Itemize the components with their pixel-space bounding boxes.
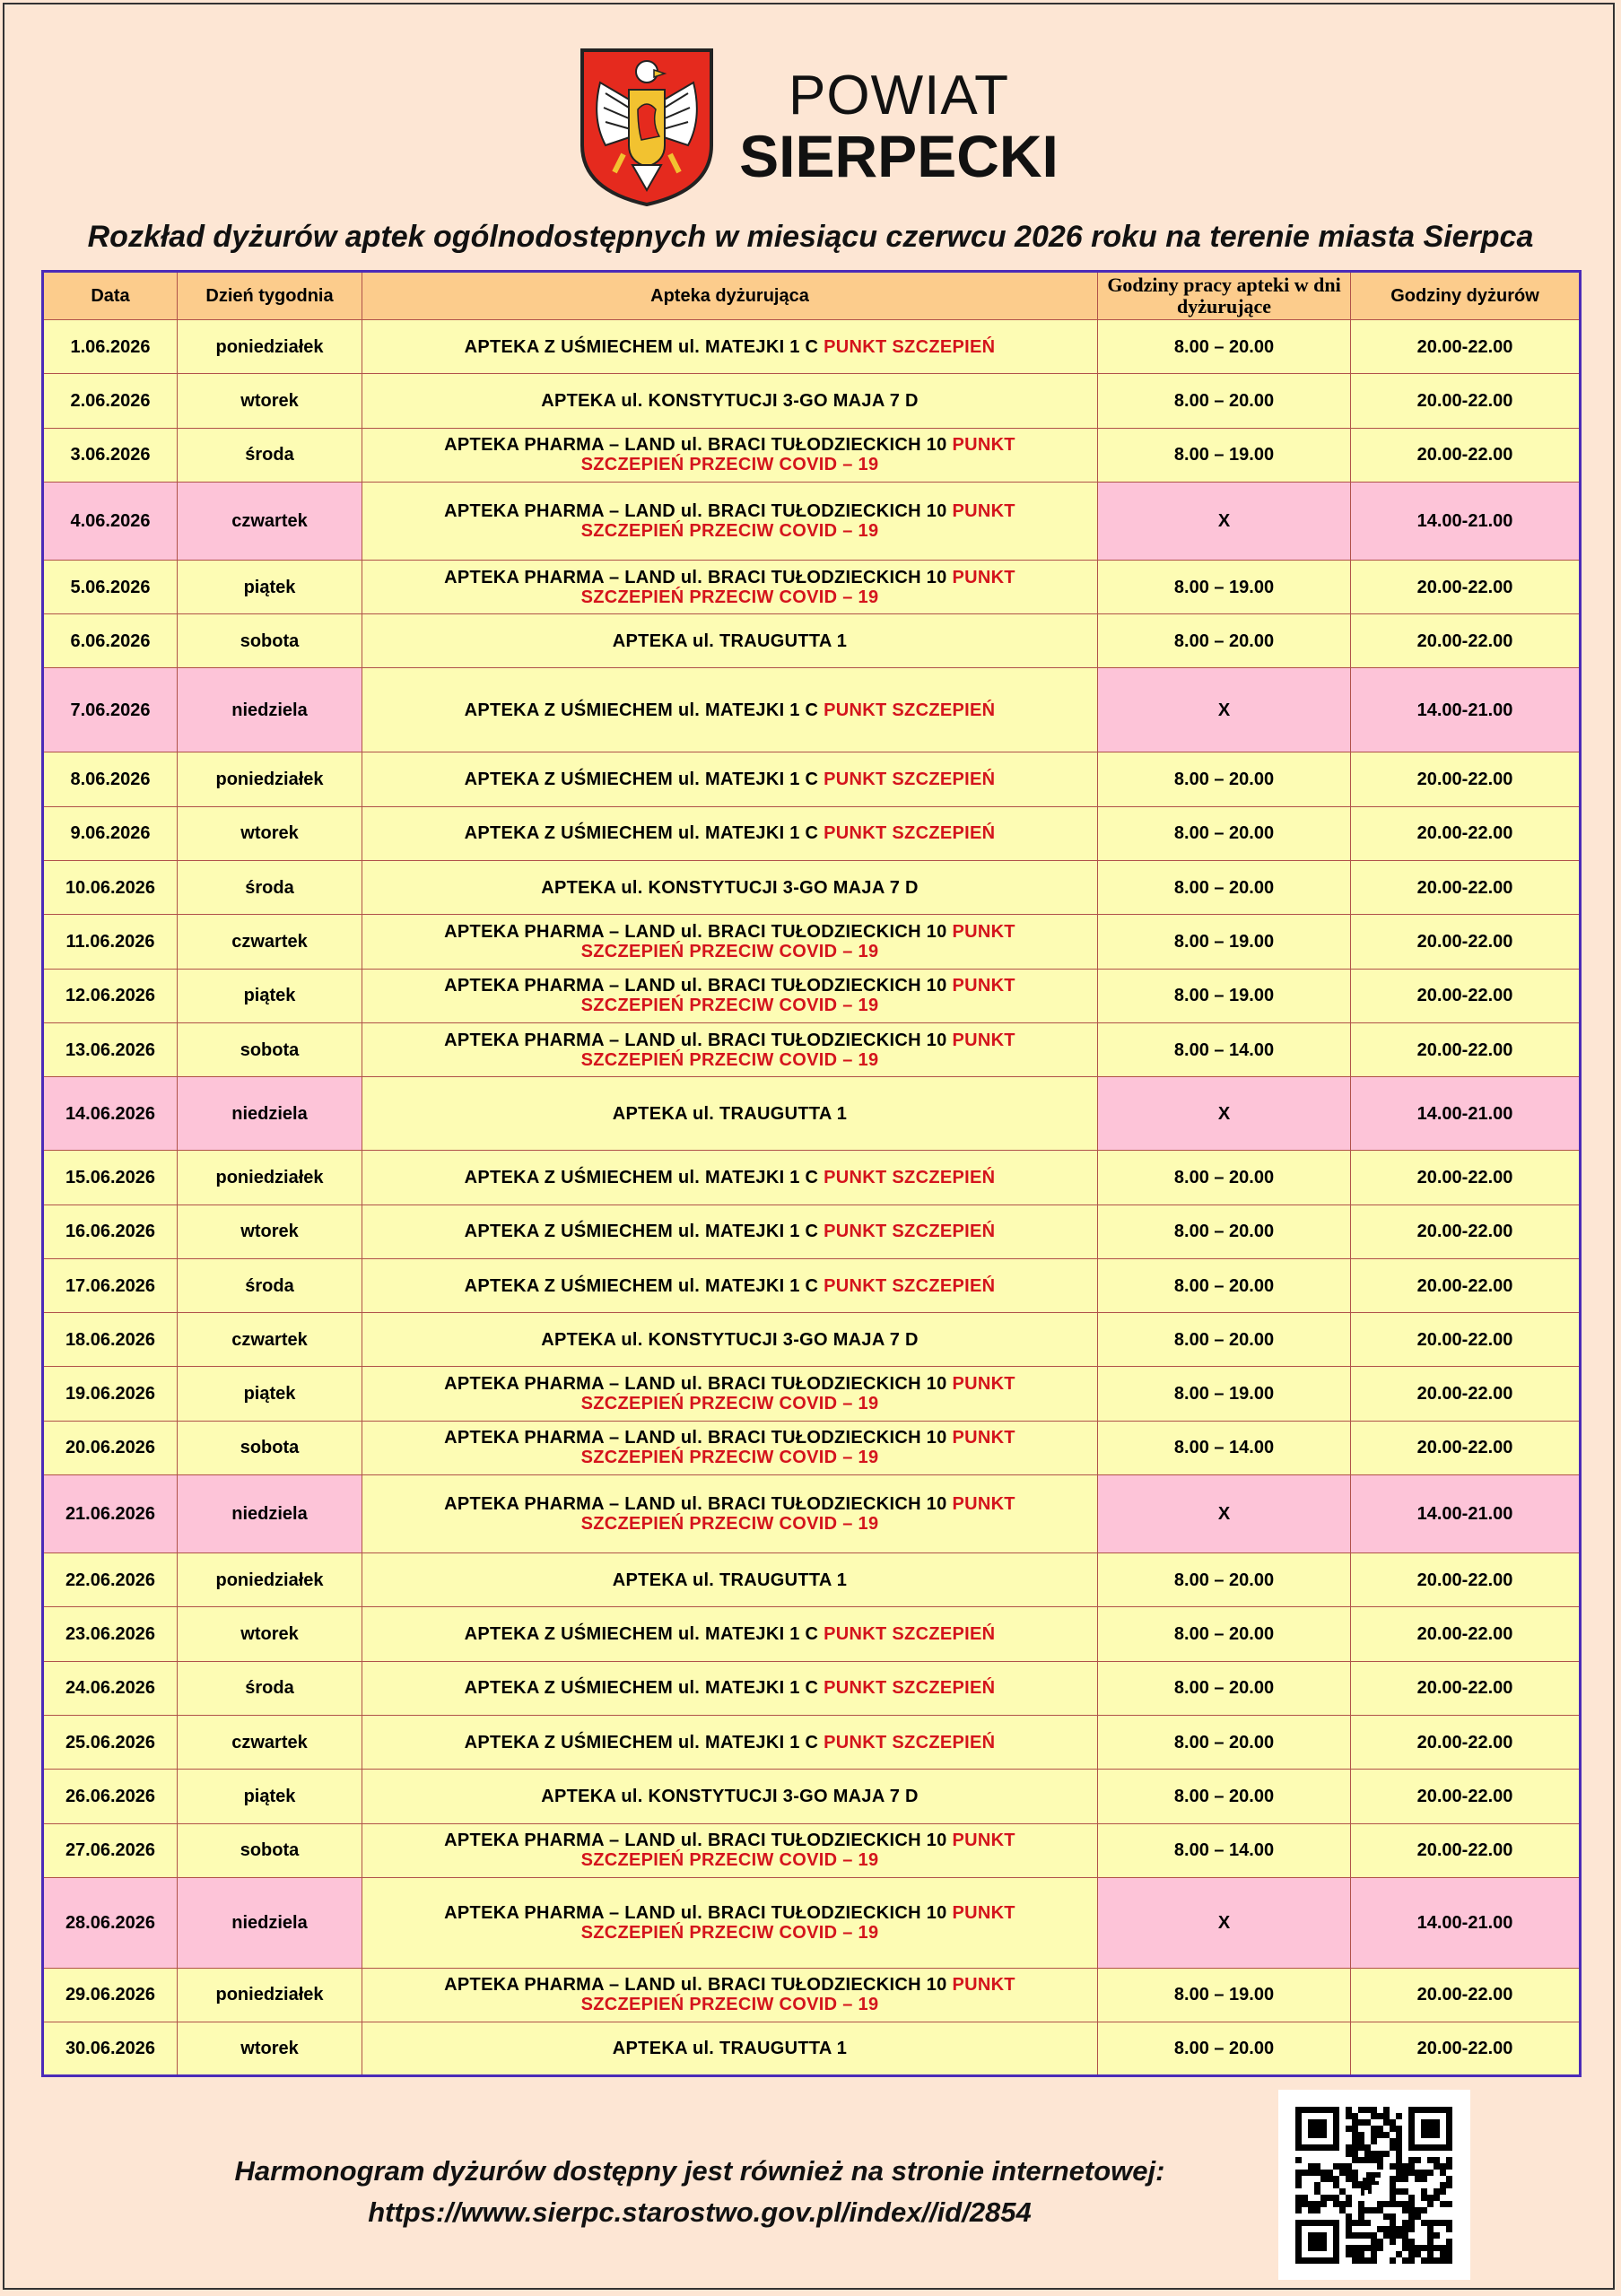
cell-opening-hours: 8.00 – 14.00: [1098, 1823, 1351, 1877]
cell-opening-hours: 8.00 – 19.00: [1098, 560, 1351, 613]
cell-date: 29.06.2026: [43, 1968, 178, 2022]
cell-duty-hours: 20.00-22.00: [1351, 1367, 1581, 1421]
cell-opening-hours: X: [1098, 1077, 1351, 1151]
header-duty-hours: Godziny dyżurów: [1351, 272, 1581, 320]
cell-date: 9.06.2026: [43, 806, 178, 860]
cell-duty-hours: 20.00-22.00: [1351, 320, 1581, 374]
table-row: [43, 1968, 1581, 2022]
cell-pharmacy: [362, 1968, 1098, 2022]
organization-name: [737, 67, 1060, 187]
cell-date: 21.06.2026: [43, 1475, 178, 1553]
cell-opening-hours: 8.00 – 20.00: [1098, 1770, 1351, 1823]
pharmacy-name: APTEKA ul. KONSTYTUCJI 3-GO MAJA 7 D: [541, 1329, 919, 1350]
cell-weekday: środa: [178, 1258, 362, 1312]
cell-pharmacy: [362, 1823, 1098, 1877]
pharmacy-name: APTEKA Z UŚMIECHEM ul. MATEJKI 1 C: [464, 1222, 824, 1242]
duty-schedule-table: [41, 270, 1582, 2077]
cell-duty-hours: 14.00-21.00: [1351, 1475, 1581, 1553]
pharmacy-name: APTEKA PHARMA – LAND ul. BRACI TUŁODZIECKICH 10: [444, 1975, 953, 1996]
cell-duty-hours: 20.00-22.00: [1351, 915, 1581, 969]
cell-duty-hours: 20.00-22.00: [1351, 560, 1581, 613]
cell-weekday: sobota: [178, 1421, 362, 1474]
header-opening-hours: Godziny pracy apteki w dni dyżurujące: [1098, 272, 1351, 320]
table-row: [43, 1770, 1581, 1823]
header-weekday: Dzień tygodnia: [178, 272, 362, 320]
cell-weekday: wtorek: [178, 2022, 362, 2076]
vaccination-point-label: PUNKT SZCZEPIEŃ: [824, 1275, 996, 1296]
table-row: [43, 1258, 1581, 1312]
cell-weekday: poniedziałek: [178, 1151, 362, 1205]
footer-note: [117, 2151, 1283, 2233]
cell-pharmacy: [362, 1607, 1098, 1661]
pharmacy-name: APTEKA PHARMA – LAND ul. BRACI TUŁODZIECKICH 10: [444, 1428, 953, 1448]
table-row: [43, 428, 1581, 482]
cell-date: 22.06.2026: [43, 1553, 178, 1607]
covid-vaccination-label: SZCZEPIEŃ PRZECIW COVID – 19: [580, 1995, 879, 2015]
vaccination-point-label: PUNKT: [952, 1428, 1015, 1448]
cell-duty-hours: 20.00-22.00: [1351, 969, 1581, 1022]
cell-opening-hours: 8.00 – 14.00: [1098, 1022, 1351, 1076]
vaccination-point-label: PUNKT: [952, 567, 1015, 587]
cell-weekday: środa: [178, 428, 362, 482]
cell-date: 6.06.2026: [43, 614, 178, 668]
cell-opening-hours: 8.00 – 20.00: [1098, 861, 1351, 915]
table-row: [43, 969, 1581, 1022]
vaccination-point-label: PUNKT: [952, 976, 1015, 996]
cell-pharmacy: [362, 614, 1098, 668]
table-row: [43, 1151, 1581, 1205]
cell-date: 20.06.2026: [43, 1421, 178, 1474]
cell-duty-hours: 20.00-22.00: [1351, 1022, 1581, 1076]
cell-opening-hours: 8.00 – 20.00: [1098, 806, 1351, 860]
vaccination-point-label: PUNKT: [952, 1902, 1015, 1923]
table-row: [43, 320, 1581, 374]
cell-pharmacy: [362, 1151, 1098, 1205]
pharmacy-name: APTEKA PHARMA – LAND ul. BRACI TUŁODZIECKICH 10: [444, 1030, 953, 1050]
qr-code-icon: [1278, 2090, 1470, 2280]
vaccination-point-label: PUNKT: [952, 1374, 1015, 1395]
cell-date: 3.06.2026: [43, 428, 178, 482]
cell-weekday: piątek: [178, 560, 362, 613]
cell-opening-hours: 8.00 – 20.00: [1098, 1607, 1351, 1661]
pharmacy-name: APTEKA ul. TRAUGUTTA 1: [612, 2039, 848, 2059]
vaccination-point-label: PUNKT SZCZEPIEŃ: [824, 1732, 996, 1752]
cell-date: 2.06.2026: [43, 374, 178, 428]
cell-pharmacy: [362, 1661, 1098, 1715]
pharmacy-name: APTEKA Z UŚMIECHEM ul. MATEJKI 1 C: [464, 336, 824, 357]
pharmacy-name: APTEKA ul. TRAUGUTTA 1: [612, 1570, 848, 1590]
cell-duty-hours: 20.00-22.00: [1351, 428, 1581, 482]
cell-duty-hours: 14.00-21.00: [1351, 1877, 1581, 1968]
cell-pharmacy: [362, 374, 1098, 428]
covid-vaccination-label: SZCZEPIEŃ PRZECIW COVID – 19: [580, 942, 879, 962]
cell-opening-hours: 8.00 – 20.00: [1098, 1715, 1351, 1769]
cell-pharmacy: [362, 1553, 1098, 1607]
cell-duty-hours: 20.00-22.00: [1351, 1151, 1581, 1205]
covid-vaccination-label: SZCZEPIEŃ PRZECIW COVID – 19: [580, 1394, 879, 1414]
cell-date: 26.06.2026: [43, 1770, 178, 1823]
pharmacy-name: APTEKA ul. TRAUGUTTA 1: [612, 631, 848, 651]
cell-opening-hours: 8.00 – 20.00: [1098, 752, 1351, 806]
pharmacy-name: APTEKA ul. KONSTYTUCJI 3-GO MAJA 7 D: [541, 1786, 919, 1806]
cell-weekday: sobota: [178, 1823, 362, 1877]
cell-date: 14.06.2026: [43, 1077, 178, 1151]
cell-opening-hours: X: [1098, 1877, 1351, 1968]
cell-pharmacy: [362, 1022, 1098, 1076]
table-row: [43, 1077, 1581, 1151]
cell-opening-hours: 8.00 – 20.00: [1098, 1313, 1351, 1367]
cell-pharmacy: [362, 1770, 1098, 1823]
pharmacy-name: APTEKA PHARMA – LAND ul. BRACI TUŁODZIECKICH 10: [444, 500, 953, 521]
cell-weekday: wtorek: [178, 806, 362, 860]
cell-pharmacy: [362, 1715, 1098, 1769]
table-row: [43, 374, 1581, 428]
cell-date: 28.06.2026: [43, 1877, 178, 1968]
cell-weekday: środa: [178, 1661, 362, 1715]
cell-duty-hours: 20.00-22.00: [1351, 806, 1581, 860]
vaccination-point-label: PUNKT: [952, 1831, 1015, 1851]
cell-pharmacy: [362, 428, 1098, 482]
table-row: [43, 1421, 1581, 1474]
cell-date: 24.06.2026: [43, 1661, 178, 1715]
cell-opening-hours: 8.00 – 19.00: [1098, 1968, 1351, 2022]
cell-weekday: wtorek: [178, 374, 362, 428]
pharmacy-name: APTEKA Z UŚMIECHEM ul. MATEJKI 1 C: [464, 1167, 824, 1187]
coat-of-arms-icon: [579, 47, 715, 208]
pharmacy-name: APTEKA ul. TRAUGUTTA 1: [612, 1103, 848, 1124]
table-row: [43, 1367, 1581, 1421]
cell-opening-hours: X: [1098, 1475, 1351, 1553]
pharmacy-name: APTEKA Z UŚMIECHEM ul. MATEJKI 1 C: [464, 1275, 824, 1296]
pharmacy-name: APTEKA Z UŚMIECHEM ul. MATEJKI 1 C: [464, 823, 824, 844]
vaccination-point-label: PUNKT: [952, 500, 1015, 521]
cell-date: 4.06.2026: [43, 482, 178, 560]
table-row: [43, 1715, 1581, 1769]
cell-pharmacy: [362, 1258, 1098, 1312]
cell-duty-hours: 20.00-22.00: [1351, 374, 1581, 428]
pharmacy-name: APTEKA PHARMA – LAND ul. BRACI TUŁODZIECKICH 10: [444, 976, 953, 996]
cell-weekday: niedziela: [178, 1877, 362, 1968]
cell-weekday: niedziela: [178, 1077, 362, 1151]
cell-opening-hours: X: [1098, 668, 1351, 752]
cell-opening-hours: 8.00 – 14.00: [1098, 1421, 1351, 1474]
cell-pharmacy: [362, 861, 1098, 915]
cell-pharmacy: [362, 1313, 1098, 1367]
cell-date: 12.06.2026: [43, 969, 178, 1022]
table-row: [43, 1475, 1581, 1553]
header-pharmacy: Apteka dyżurująca: [362, 272, 1098, 320]
table-row: [43, 1607, 1581, 1661]
vaccination-point-label: PUNKT SZCZEPIEŃ: [824, 770, 996, 790]
pharmacy-name: APTEKA ul. KONSTYTUCJI 3-GO MAJA 7 D: [541, 877, 919, 898]
cell-duty-hours: 20.00-22.00: [1351, 614, 1581, 668]
cell-duty-hours: 20.00-22.00: [1351, 1607, 1581, 1661]
cell-weekday: czwartek: [178, 1715, 362, 1769]
cell-pharmacy: [362, 2022, 1098, 2076]
cell-duty-hours: 14.00-21.00: [1351, 1077, 1581, 1151]
cell-weekday: niedziela: [178, 668, 362, 752]
footer-url: https://www.sierpc.starostwo.gov.pl/index//id/2854: [368, 2196, 1032, 2228]
vaccination-point-label: PUNKT: [952, 1494, 1015, 1515]
pharmacy-name: APTEKA Z UŚMIECHEM ul. MATEJKI 1 C: [464, 1678, 824, 1699]
cell-pharmacy: [362, 806, 1098, 860]
cell-weekday: piątek: [178, 1367, 362, 1421]
cell-opening-hours: 8.00 – 19.00: [1098, 969, 1351, 1022]
cell-duty-hours: 20.00-22.00: [1351, 2022, 1581, 2076]
cell-duty-hours: 14.00-21.00: [1351, 482, 1581, 560]
pharmacy-name: APTEKA PHARMA – LAND ul. BRACI TUŁODZIECKICH 10: [444, 1902, 953, 1923]
vaccination-point-label: PUNKT SZCZEPIEŃ: [824, 1167, 996, 1187]
pharmacy-name: APTEKA PHARMA – LAND ul. BRACI TUŁODZIECKICH 10: [444, 435, 953, 456]
cell-weekday: wtorek: [178, 1607, 362, 1661]
cell-date: 5.06.2026: [43, 560, 178, 613]
covid-vaccination-label: SZCZEPIEŃ PRZECIW COVID – 19: [580, 455, 879, 475]
cell-date: 15.06.2026: [43, 1151, 178, 1205]
table-row: [43, 861, 1581, 915]
cell-pharmacy: [362, 752, 1098, 806]
footer-line-1: Harmonogram dyżurów dostępny jest również na stronie internetowej:: [234, 2155, 1165, 2187]
cell-pharmacy: [362, 1475, 1098, 1553]
cell-date: 1.06.2026: [43, 320, 178, 374]
table-row: [43, 1877, 1581, 1968]
cell-date: 25.06.2026: [43, 1715, 178, 1769]
cell-pharmacy: [362, 1367, 1098, 1421]
cell-weekday: piątek: [178, 969, 362, 1022]
table-row: [43, 1553, 1581, 1607]
cell-opening-hours: X: [1098, 482, 1351, 560]
covid-vaccination-label: SZCZEPIEŃ PRZECIW COVID – 19: [580, 996, 879, 1016]
table-row: [43, 560, 1581, 613]
cell-pharmacy: [362, 969, 1098, 1022]
vaccination-point-label: PUNKT: [952, 435, 1015, 456]
covid-vaccination-label: SZCZEPIEŃ PRZECIW COVID – 19: [580, 1922, 879, 1943]
cell-pharmacy: [362, 320, 1098, 374]
cell-opening-hours: 8.00 – 20.00: [1098, 1661, 1351, 1715]
cell-date: 27.06.2026: [43, 1823, 178, 1877]
cell-weekday: środa: [178, 861, 362, 915]
covid-vaccination-label: SZCZEPIEŃ PRZECIW COVID – 19: [580, 520, 879, 541]
vaccination-point-label: PUNKT SZCZEPIEŃ: [824, 336, 996, 357]
cell-pharmacy: [362, 668, 1098, 752]
cell-date: 7.06.2026: [43, 668, 178, 752]
cell-duty-hours: 20.00-22.00: [1351, 1553, 1581, 1607]
cell-weekday: poniedziałek: [178, 1553, 362, 1607]
pharmacy-name: APTEKA PHARMA – LAND ul. BRACI TUŁODZIECKICH 10: [444, 1831, 953, 1851]
cell-pharmacy: [362, 560, 1098, 613]
cell-date: 11.06.2026: [43, 915, 178, 969]
cell-duty-hours: 20.00-22.00: [1351, 1823, 1581, 1877]
cell-pharmacy: [362, 1877, 1098, 1968]
cell-pharmacy: [362, 915, 1098, 969]
cell-weekday: poniedziałek: [178, 752, 362, 806]
pharmacy-name: APTEKA PHARMA – LAND ul. BRACI TUŁODZIECKICH 10: [444, 1374, 953, 1395]
vaccination-point-label: PUNKT SZCZEPIEŃ: [824, 700, 996, 720]
org-line-2: SIERPECKI: [739, 123, 1059, 189]
cell-pharmacy: [362, 482, 1098, 560]
page-title: Rozkład dyżurów aptek ogólnodostępnych w miesiącu czerwcu 2026 roku na terenie miasta Sierpca: [87, 220, 1534, 254]
cell-duty-hours: 20.00-22.00: [1351, 1661, 1581, 1715]
pharmacy-name: APTEKA ul. KONSTYTUCJI 3-GO MAJA 7 D: [541, 390, 919, 411]
table-header-row: [43, 272, 1581, 320]
covid-vaccination-label: SZCZEPIEŃ PRZECIW COVID – 19: [580, 1514, 879, 1535]
pharmacy-name: APTEKA Z UŚMIECHEM ul. MATEJKI 1 C: [464, 1623, 824, 1644]
cell-weekday: sobota: [178, 614, 362, 668]
cell-pharmacy: [362, 1205, 1098, 1258]
covid-vaccination-label: SZCZEPIEŃ PRZECIW COVID – 19: [580, 1049, 879, 1070]
table-row: [43, 915, 1581, 969]
cell-weekday: czwartek: [178, 1313, 362, 1367]
cell-weekday: czwartek: [178, 482, 362, 560]
pharmacy-name: APTEKA PHARMA – LAND ul. BRACI TUŁODZIECKICH 10: [444, 922, 953, 943]
cell-weekday: poniedziałek: [178, 320, 362, 374]
cell-date: 19.06.2026: [43, 1367, 178, 1421]
cell-date: 17.06.2026: [43, 1258, 178, 1312]
table-row: [43, 1823, 1581, 1877]
vaccination-point-label: PUNKT SZCZEPIEŃ: [824, 823, 996, 844]
cell-opening-hours: 8.00 – 20.00: [1098, 1258, 1351, 1312]
cell-duty-hours: 20.00-22.00: [1351, 1968, 1581, 2022]
cell-weekday: poniedziałek: [178, 1968, 362, 2022]
header-date: Data: [43, 272, 178, 320]
cell-date: 23.06.2026: [43, 1607, 178, 1661]
vaccination-point-label: PUNKT: [952, 922, 1015, 943]
covid-vaccination-label: SZCZEPIEŃ PRZECIW COVID – 19: [580, 587, 879, 607]
table-row: [43, 668, 1581, 752]
cell-duty-hours: 14.00-21.00: [1351, 668, 1581, 752]
cell-opening-hours: 8.00 – 19.00: [1098, 428, 1351, 482]
table-row: [43, 2022, 1581, 2076]
cell-duty-hours: 20.00-22.00: [1351, 1421, 1581, 1474]
cell-date: 16.06.2026: [43, 1205, 178, 1258]
org-line-1: POWIAT: [789, 65, 1009, 126]
table-row: [43, 1205, 1581, 1258]
cell-weekday: niedziela: [178, 1475, 362, 1553]
cell-duty-hours: 20.00-22.00: [1351, 1205, 1581, 1258]
cell-duty-hours: 20.00-22.00: [1351, 752, 1581, 806]
vaccination-point-label: PUNKT SZCZEPIEŃ: [824, 1623, 996, 1644]
cell-weekday: czwartek: [178, 915, 362, 969]
vaccination-point-label: PUNKT SZCZEPIEŃ: [824, 1222, 996, 1242]
cell-pharmacy: [362, 1077, 1098, 1151]
cell-date: 13.06.2026: [43, 1022, 178, 1076]
cell-weekday: piątek: [178, 1770, 362, 1823]
cell-opening-hours: 8.00 – 19.00: [1098, 915, 1351, 969]
cell-date: 8.06.2026: [43, 752, 178, 806]
table-row: [43, 482, 1581, 560]
pharmacy-name: APTEKA Z UŚMIECHEM ul. MATEJKI 1 C: [464, 700, 824, 720]
cell-opening-hours: 8.00 – 20.00: [1098, 1151, 1351, 1205]
table-row: [43, 614, 1581, 668]
cell-opening-hours: 8.00 – 20.00: [1098, 2022, 1351, 2076]
cell-duty-hours: 20.00-22.00: [1351, 1313, 1581, 1367]
vaccination-point-label: PUNKT: [952, 1030, 1015, 1050]
cell-weekday: wtorek: [178, 1205, 362, 1258]
cell-weekday: sobota: [178, 1022, 362, 1076]
pharmacy-name: APTEKA Z UŚMIECHEM ul. MATEJKI 1 C: [464, 770, 824, 790]
covid-vaccination-label: SZCZEPIEŃ PRZECIW COVID – 19: [580, 1448, 879, 1468]
cell-duty-hours: 20.00-22.00: [1351, 861, 1581, 915]
cell-opening-hours: 8.00 – 20.00: [1098, 320, 1351, 374]
vaccination-point-label: PUNKT: [952, 1975, 1015, 1996]
cell-opening-hours: 8.00 – 20.00: [1098, 1205, 1351, 1258]
cell-date: 10.06.2026: [43, 861, 178, 915]
cell-duty-hours: 20.00-22.00: [1351, 1715, 1581, 1769]
cell-duty-hours: 20.00-22.00: [1351, 1258, 1581, 1312]
cell-opening-hours: 8.00 – 19.00: [1098, 1367, 1351, 1421]
table-row: [43, 806, 1581, 860]
table-row: [43, 752, 1581, 806]
table-row: [43, 1313, 1581, 1367]
table-row: [43, 1022, 1581, 1076]
covid-vaccination-label: SZCZEPIEŃ PRZECIW COVID – 19: [580, 1850, 879, 1871]
vaccination-point-label: PUNKT SZCZEPIEŃ: [824, 1678, 996, 1699]
cell-date: 30.06.2026: [43, 2022, 178, 2076]
cell-opening-hours: 8.00 – 20.00: [1098, 614, 1351, 668]
pharmacy-name: APTEKA PHARMA – LAND ul. BRACI TUŁODZIECKICH 10: [444, 1494, 953, 1515]
table-row: [43, 1661, 1581, 1715]
pharmacy-name: APTEKA PHARMA – LAND ul. BRACI TUŁODZIECKICH 10: [444, 567, 953, 587]
cell-opening-hours: 8.00 – 20.00: [1098, 374, 1351, 428]
cell-opening-hours: 8.00 – 20.00: [1098, 1553, 1351, 1607]
cell-date: 18.06.2026: [43, 1313, 178, 1367]
cell-duty-hours: 20.00-22.00: [1351, 1770, 1581, 1823]
pharmacy-name: APTEKA Z UŚMIECHEM ul. MATEJKI 1 C: [464, 1732, 824, 1752]
cell-pharmacy: [362, 1421, 1098, 1474]
